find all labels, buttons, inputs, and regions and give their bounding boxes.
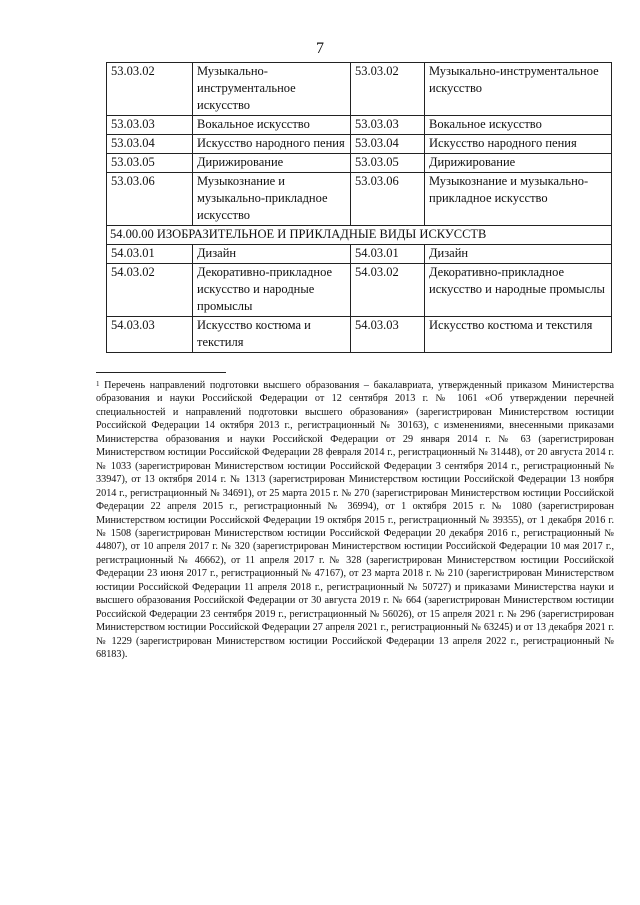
new-code-cell: 54.03.01: [351, 245, 425, 264]
old-code-cell: 54.03.03: [107, 317, 193, 353]
table-row: [107, 317, 612, 353]
table-row: [107, 63, 612, 116]
old-name-cell: Музыкально-инструментальное искусство: [193, 63, 351, 116]
table-section-row: [107, 226, 612, 245]
old-code-cell: 53.03.02: [107, 63, 193, 116]
old-code-cell: 53.03.04: [107, 135, 193, 154]
footnote-divider: [96, 372, 226, 373]
footnote-marker: 1: [96, 380, 100, 388]
old-code-cell: 54.03.02: [107, 264, 193, 317]
table-row: [107, 245, 612, 264]
table-row: [107, 116, 612, 135]
old-code-cell: 53.03.05: [107, 154, 193, 173]
old-code-cell: 53.03.06: [107, 173, 193, 226]
new-code-cell: 53.03.06: [351, 173, 425, 226]
new-name-cell: Дизайн: [425, 245, 612, 264]
old-code-cell: 53.03.03: [107, 116, 193, 135]
new-code-cell: 53.03.05: [351, 154, 425, 173]
specialties-table: [106, 62, 612, 353]
old-name-cell: Вокальное искусство: [193, 116, 351, 135]
new-name-cell: Искусство костюма и текстиля: [425, 317, 612, 353]
new-name-cell: Музыкознание и музыкально-прикладное искусство: [425, 173, 612, 226]
table-row: [107, 173, 612, 226]
new-name-cell: Искусство народного пения: [425, 135, 612, 154]
new-code-cell: 53.03.02: [351, 63, 425, 116]
table-row: [107, 154, 612, 173]
table-row: [107, 264, 612, 317]
old-name-cell: Музыкознание и музыкально-прикладное искусство: [193, 173, 351, 226]
new-code-cell: 53.03.04: [351, 135, 425, 154]
old-name-cell: Искусство народного пения: [193, 135, 351, 154]
page-number: 7: [316, 40, 324, 57]
old-code-cell: 54.03.01: [107, 245, 193, 264]
new-name-cell: Вокальное искусство: [425, 116, 612, 135]
new-name-cell: Музыкально-инструментальное искусство: [425, 63, 612, 116]
old-name-cell: Декоративно-прикладное искусство и народные промыслы: [193, 264, 351, 317]
old-name-cell: Дирижирование: [193, 154, 351, 173]
new-name-cell: Декоративно-прикладное искусство и народные промыслы: [425, 264, 612, 317]
specialties-table-body: [107, 63, 612, 353]
new-code-cell: 54.03.02: [351, 264, 425, 317]
footnote: [96, 379, 614, 662]
old-name-cell: Искусство костюма и текстиля: [193, 317, 351, 353]
new-code-cell: 54.03.03: [351, 317, 425, 353]
table-row: [107, 135, 612, 154]
section-heading: 54.00.00 ИЗОБРАЗИТЕЛЬНОЕ И ПРИКЛАДНЫЕ ВИДЫ ИСКУССТВ: [107, 226, 612, 245]
old-name-cell: Дизайн: [193, 245, 351, 264]
new-name-cell: Дирижирование: [425, 154, 612, 173]
new-code-cell: 53.03.03: [351, 116, 425, 135]
footnote-text: Перечень направлений подготовки высшего образования – бакалавриата, утвержденный приказом Министерства образования и науки Российской Федерации от 12 сентября 2013 г. № 1061 «Об утверждении перечней специальностей и направлений подготовки высшего образования» (зарегистрирован Министерством юстиции Российской Федерации 14 октября 2013 г., регистрационный № 30163), с изменениями, внесенными приказами Министерства образования и науки Российской Федерации от 29 января 2014 г. № 63 (зарегистрирован Министерством юстиции Российской Федерации 28 февраля 2014 г., регистрационный № 31448), от 20 августа 2014 г. № 1033 (зарегистрирован Министерством юстиции Российской Федерации 3 сентября 2014 г., регистрационный № 33947), от 13 октября 2014 г. № 1313 (зарегистрирован Министерством юстиции Российской Федерации 13 ноября 2014 г., регистрационный № 34691), от 25 марта 2015 г. № 270 (зарегистрирован Министерством юстиции Российской Федерации 22 апреля 2015 г., регистрационный № 36994), от 1 октября 2015 г. № 1080 (зарегистрирован Министерством юстиции Российской Федерации 19 октября 2015 г., регистрационный № 39355), от 1 декабря 2016 г. № 1508 (зарегистрирован Министерством юстиции Российской Федерации 20 декабря 2016 г., регистрационный № 44807), от 10 апреля 2017 г. № 320 (зарегистрирован Министерством юстиции Российской Федерации 10 мая 2017 г., регистрационный № 46662), от 11 апреля 2017 г. № 328 (зарегистрирован Министерством юстиции Российской Федерации 23 июня 2017 г., регистрационный № 47167), от 23 марта 2018 г. № 210 (зарегистрирован Министерством юстиции Российской Федерации 11 апреля 2018 г., регистрационный № 50727) и приказами Министерства науки и высшего образования Российской Федерации от 30 августа 2019 г. № 664 (зарегистрирован Министерством юстиции Российской Федерации 23 сентября 2019 г., регистрационный № 56026), от 15 апреля 2021 г. № 296 (зарегистрирован Министерством юстиции Российской Федерации 27 апреля 2021 г., регистрационный № 63245) и от 13 декабря 2021 г. № 1229 (зарегистрирован Министерством юстиции Российской Федерации 13 апреля 2022 г., регистрационный № 68183).: [96, 380, 615, 661]
